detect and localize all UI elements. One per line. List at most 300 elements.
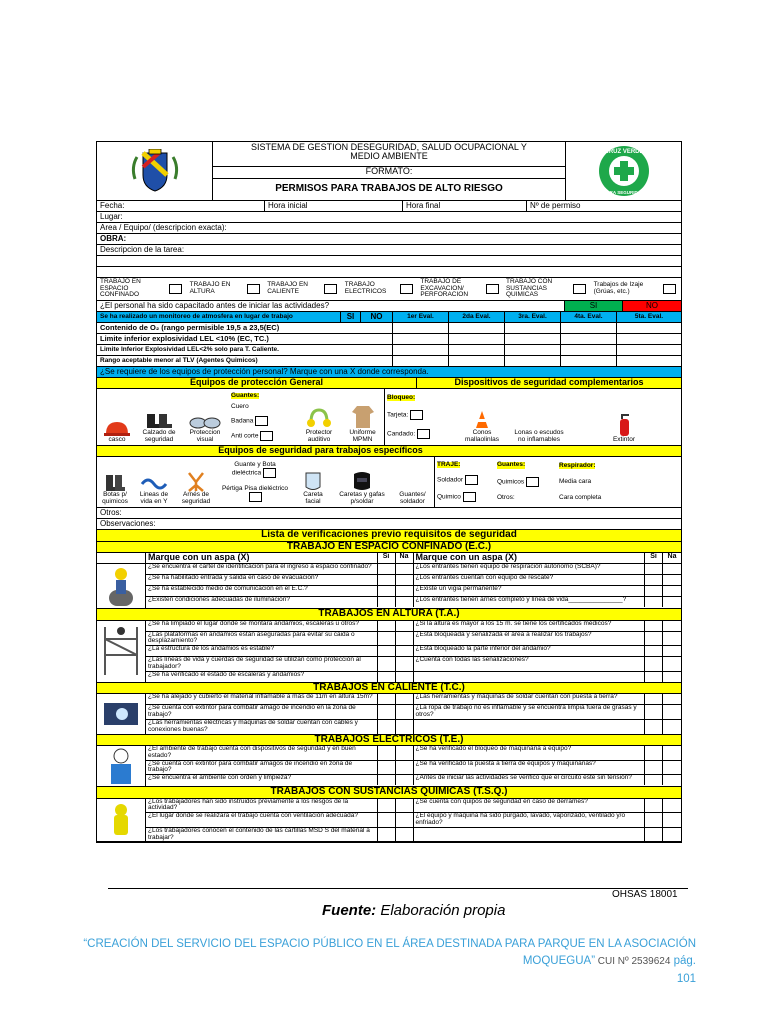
shield-logo-icon bbox=[129, 149, 181, 193]
resp-title: Respirador: bbox=[559, 461, 596, 469]
section-image bbox=[97, 694, 146, 733]
checklist-na-left[interactable] bbox=[396, 746, 414, 760]
checklist-question-left: ¿Las plataformas en andamios están aseguradas para evitar su caida o desplazamiento? bbox=[146, 632, 378, 646]
checklist-si-right[interactable] bbox=[645, 586, 663, 596]
footer-cui: CUI Nº 2539624 bbox=[595, 956, 671, 968]
work-type-options bbox=[97, 278, 681, 300]
fecha-label[interactable]: Fecha: bbox=[97, 201, 265, 211]
logo-text-bottom: PARA SEGURIDAD bbox=[603, 190, 644, 195]
work-type-electricos: TRABAJO ELECTRICOS bbox=[344, 281, 387, 295]
checklist-si-left[interactable] bbox=[378, 646, 396, 656]
section-rows bbox=[146, 746, 681, 786]
training-no[interactable]: NO bbox=[623, 301, 681, 311]
checklist-question-right: ¿Cuenta con todas las señalizaciones? bbox=[414, 657, 646, 671]
checklist-na-left[interactable] bbox=[396, 657, 414, 671]
checklist-title-row bbox=[97, 530, 681, 542]
checklist-na-left[interactable] bbox=[396, 597, 414, 607]
atmos-lel2-e3[interactable] bbox=[505, 345, 561, 355]
checklist-row bbox=[146, 828, 681, 842]
atmos-tlv-e4[interactable] bbox=[561, 356, 617, 366]
descripcion-label: Descripcion de la tarea: bbox=[100, 244, 185, 254]
lugar-row[interactable] bbox=[97, 212, 681, 223]
ppe-careta-soldar[interactable] bbox=[333, 457, 391, 507]
work-type-excavacion-checkbox[interactable] bbox=[486, 284, 499, 294]
ppe-visual[interactable] bbox=[181, 389, 229, 445]
eval-4: 4ta. Eval. bbox=[561, 312, 617, 322]
ppe-careta-facial[interactable] bbox=[293, 457, 333, 507]
checklist-na-right[interactable] bbox=[663, 775, 681, 785]
date-row bbox=[97, 201, 681, 212]
resp-media-cara-label: Media cara bbox=[559, 477, 592, 485]
ppe-auditivo[interactable] bbox=[297, 389, 341, 445]
checklist-na-left[interactable] bbox=[396, 775, 414, 785]
atmos-lel2-label: Limite Inferior Explosividad LEL<2% solo para T. Caliente. bbox=[97, 345, 393, 355]
hora-inicial-label[interactable]: Hora inicial bbox=[265, 201, 403, 211]
permit-form bbox=[96, 141, 682, 843]
dielectric-guante-checkbox[interactable] bbox=[263, 468, 276, 478]
mark-label-right: Marque con un aspa (X) bbox=[414, 553, 646, 563]
atmos-o2-e2[interactable] bbox=[449, 323, 505, 333]
checklist-question-right: ¿El equipo y maquina ha sido purgado, lavado, vaporizado, ventilado y/o enfriado? bbox=[414, 813, 646, 827]
checklist-na-left[interactable] bbox=[396, 813, 414, 827]
eval-1: 1er Eval. bbox=[393, 312, 449, 322]
mark-label-left: Marque con un aspa (X) bbox=[146, 553, 378, 563]
checklist-na-left[interactable] bbox=[396, 828, 414, 842]
gloves2-title: Guantes: bbox=[497, 461, 526, 469]
footer-line2: MOQUEGUA” bbox=[522, 955, 596, 968]
lock-candado-checkbox[interactable] bbox=[417, 429, 430, 439]
checklist-si-right[interactable] bbox=[645, 621, 663, 631]
section-block bbox=[97, 564, 681, 609]
atmos-header-row bbox=[97, 312, 681, 323]
checklist-si-left[interactable] bbox=[378, 657, 396, 671]
ppe-uniforme[interactable] bbox=[341, 389, 385, 445]
atmos-lel2-e1[interactable] bbox=[393, 345, 449, 355]
obra-row[interactable] bbox=[97, 234, 681, 245]
checklist-si-right[interactable] bbox=[645, 813, 663, 827]
checklist-question-left: ¿Se ha habilitado entrada y salida en caso de evacuación? bbox=[146, 575, 378, 585]
checklist-na-left[interactable] bbox=[396, 799, 414, 813]
ppe-lock-group bbox=[385, 389, 453, 445]
ppe-dielectric-group bbox=[217, 457, 293, 507]
work-type-izaje-checkbox[interactable] bbox=[663, 284, 676, 294]
checklist-question-right: ¿Existe un vigia permanente? bbox=[414, 586, 646, 596]
checklist-question-left: ¿Se cuenta con extintor para combatir amago de incendio en la zona de trabajo? bbox=[146, 705, 378, 719]
ppe-auditivo-label: Protector auditivo bbox=[305, 429, 333, 444]
atmos-tlv-e3[interactable] bbox=[505, 356, 561, 366]
municipal-logo bbox=[97, 142, 213, 200]
suit-quimico[interactable] bbox=[437, 492, 478, 502]
atmos-o2-e1[interactable] bbox=[393, 323, 449, 333]
atmos-tlv-e5[interactable] bbox=[617, 356, 681, 366]
checklist-row bbox=[146, 672, 681, 682]
work-type-ec-checkbox[interactable] bbox=[169, 284, 182, 294]
ppe-careta-label: Careta facial bbox=[303, 491, 323, 506]
uniform-icon bbox=[351, 404, 375, 430]
form-header bbox=[97, 142, 681, 201]
gloves2-quimicos[interactable] bbox=[497, 477, 541, 487]
ear-protector-icon bbox=[306, 408, 332, 430]
checklist-question-left: ¿El lugar donde se realizara el trabajo cuenta con ventilación adecuada? bbox=[146, 813, 378, 827]
lanyard-icon bbox=[140, 476, 168, 492]
form-title: PERMISOS PARA TRABAJOS DE ALTO RIESGO bbox=[275, 183, 503, 195]
checklist-na-left[interactable] bbox=[396, 564, 414, 574]
ppe-uniforme-label: Uniforme MPMN bbox=[349, 429, 376, 444]
section-title: TRABAJOS EN ALTURA (T.A.) bbox=[318, 608, 460, 619]
checklist-si-right[interactable] bbox=[645, 597, 663, 607]
checklist-question-right: ¿Se ha verificado la puesta a tierra de equipos y maquinarias? bbox=[414, 761, 646, 775]
ppe-extintor-label: Extintor bbox=[612, 436, 636, 444]
work-type-izaje: Trabajos de Izaje (Grúas, etc.) bbox=[593, 281, 644, 295]
checklist-si-left[interactable] bbox=[378, 621, 396, 631]
ppe-specific-title-row bbox=[97, 446, 681, 457]
eval-3: 3ra. Eval. bbox=[505, 312, 561, 322]
work-type-caliente-checkbox[interactable] bbox=[324, 284, 337, 294]
checklist-si-right[interactable] bbox=[645, 705, 663, 719]
checklist-question-left: ¿Las líneas de vida y cuerdas de seguridad se utilizan como protección al trabajador? bbox=[146, 657, 378, 671]
atmos-o2-label: Contenido de O₂ (rango permisible 19,5 a 23,5(EC) bbox=[97, 323, 393, 333]
checklist-na-left[interactable] bbox=[396, 761, 414, 775]
atmos-lel-e1[interactable] bbox=[393, 334, 449, 344]
checklist-question-left: ¿Los trabajadores han sido instruidos previamente a los riesgos de la actividad? bbox=[146, 799, 378, 813]
atmos-lel-e2[interactable] bbox=[449, 334, 505, 344]
checklist-si-left[interactable] bbox=[378, 564, 396, 574]
checklist-si-left[interactable] bbox=[378, 746, 396, 760]
checklist-na-right[interactable] bbox=[663, 632, 681, 646]
checklist-row bbox=[146, 761, 681, 776]
lock-tarjeta[interactable] bbox=[387, 410, 425, 420]
na-header-right: Na bbox=[667, 553, 677, 560]
source-caption bbox=[322, 902, 505, 919]
mark-header-pic-spacer bbox=[97, 553, 146, 563]
checklist-si-right[interactable] bbox=[645, 646, 663, 656]
checklist-si-left[interactable] bbox=[378, 672, 396, 682]
checklist-na-right[interactable] bbox=[663, 813, 681, 827]
checklist-na-left[interactable] bbox=[396, 646, 414, 656]
checklist-si-right[interactable] bbox=[645, 828, 663, 842]
section-image bbox=[97, 746, 146, 786]
atmos-o2-e4[interactable] bbox=[561, 323, 617, 333]
gloves2-quimicos-label: Quimicos bbox=[497, 478, 525, 486]
lock-title: Bloqueo: bbox=[387, 393, 416, 401]
ppe-extintor[interactable] bbox=[567, 389, 681, 445]
electrician-icon bbox=[103, 746, 139, 786]
checklist-si-left[interactable] bbox=[378, 632, 396, 646]
checklist-si-right[interactable] bbox=[645, 575, 663, 585]
checklist-question-right: ¿Está bloqueada y señalizada el área a realizar los trabajos? bbox=[414, 632, 646, 646]
checklist-si-left[interactable] bbox=[378, 575, 396, 585]
training-si[interactable]: SI bbox=[565, 301, 623, 311]
lock-candado[interactable] bbox=[387, 429, 432, 439]
checklist-si-left[interactable] bbox=[378, 597, 396, 607]
obra-label: OBRA: bbox=[100, 233, 127, 243]
section-title: TRABAJOS EN CALIENTE (T.C.) bbox=[313, 681, 465, 693]
atmos-tlv-e1[interactable] bbox=[393, 356, 449, 366]
checklist-na-left[interactable] bbox=[396, 575, 414, 585]
footer-page-number: 101 bbox=[676, 972, 696, 985]
resp-media-cara[interactable] bbox=[559, 479, 591, 486]
checklist-row bbox=[146, 775, 681, 785]
dielectric-pertiga-checkbox[interactable] bbox=[249, 492, 262, 502]
section-title-row bbox=[97, 787, 681, 799]
atmos-lel-e5[interactable] bbox=[617, 334, 681, 344]
welder-icon bbox=[102, 699, 140, 729]
ppe-lonas[interactable] bbox=[511, 389, 567, 445]
suit-soldador[interactable] bbox=[437, 475, 480, 485]
section-image bbox=[97, 621, 146, 682]
suit-quimico-checkbox[interactable] bbox=[463, 492, 476, 502]
eval-5: 5ta. Eval. bbox=[634, 312, 664, 320]
ppe-titles-row bbox=[97, 378, 681, 389]
section-rows bbox=[146, 564, 681, 608]
otros-label: Otros: bbox=[100, 507, 122, 517]
suit-soldador-checkbox[interactable] bbox=[465, 475, 478, 485]
checklist-question-left: ¿La estructura de los andamios es estable? bbox=[146, 646, 378, 656]
atmos-lel2-e2[interactable] bbox=[449, 345, 505, 355]
work-type-electricos-checkbox[interactable] bbox=[400, 284, 413, 294]
checklist-question-left: ¿Se encuentra el ambiente con orden y limpieza? bbox=[146, 775, 378, 785]
checklist-question-right: ¿Los entrantes cuentan con equipo de rescate? bbox=[414, 575, 646, 585]
cruz-verde-logo bbox=[566, 142, 681, 200]
atmos-monitor-question: Se ha realizado un monitoreo de atmosfera en lugar de trabajo bbox=[97, 312, 341, 322]
checklist-si-right[interactable] bbox=[645, 564, 663, 574]
dielectric-pertiga-label: Pértiga Pisa dieléctrico bbox=[221, 484, 289, 492]
ppe-visual-label: Proteccion visual bbox=[189, 429, 221, 444]
checklist-na-right[interactable] bbox=[663, 597, 681, 607]
ppe-calzado[interactable] bbox=[137, 389, 181, 445]
lock-tarjeta-label: Tarjeta: bbox=[387, 412, 409, 420]
atmos-o2-e5[interactable] bbox=[617, 323, 681, 333]
checklist-question-right: ¿Antes de iniciar las actividades se verifico que el circuito este sin tensión? bbox=[414, 775, 646, 785]
atmos-row-tlv bbox=[97, 356, 681, 367]
ppe-gloves-group bbox=[229, 389, 297, 445]
gloves-cuero[interactable] bbox=[231, 404, 249, 411]
checklist-si-left[interactable] bbox=[378, 705, 396, 719]
atmos-lel-e3[interactable] bbox=[505, 334, 561, 344]
gloves-badana-checkbox[interactable] bbox=[255, 416, 268, 426]
fire-extinguisher-icon bbox=[616, 413, 632, 437]
atmos-tlv-label: Rango aceptable menor al TLV (Agentes Quimicos) bbox=[97, 356, 393, 366]
work-type-row bbox=[97, 278, 681, 301]
checklist-na-right[interactable] bbox=[663, 705, 681, 719]
checklist-na-right[interactable] bbox=[663, 799, 681, 813]
system-title-line2: MEDIO AMBIENTE bbox=[350, 151, 428, 162]
atmos-lel-label: Limite inferior explosividad LEL <10% (EC, TC.) bbox=[97, 334, 393, 344]
source-text: Elaboración propia bbox=[376, 902, 506, 919]
checklist-question-right: ¿La ropa de trabajo no es inflamable y se encuentra limpia fuera de grasas y otros? bbox=[414, 705, 646, 719]
checklist-question-right: ¿Los entrantes tienen equipo de respiración autonomo (SCBA)? bbox=[414, 564, 646, 574]
gloves2-quimicos-checkbox[interactable] bbox=[526, 477, 539, 487]
checklist-na-right[interactable] bbox=[663, 646, 681, 656]
ppe-general-row bbox=[97, 389, 681, 446]
ppe-general-title: Equipos de protección General bbox=[97, 378, 417, 388]
checklist-na-right[interactable] bbox=[663, 828, 681, 842]
checklist-na-right[interactable] bbox=[663, 564, 681, 574]
gloves-badana[interactable] bbox=[231, 416, 270, 426]
checklist-si-right[interactable] bbox=[645, 775, 663, 785]
otros-row[interactable] bbox=[97, 508, 681, 519]
section-title: TRABAJO EN ESPACIO CONFINADO (E.C.) bbox=[286, 540, 492, 552]
helmet-icon bbox=[103, 419, 131, 437]
ppe-arnes[interactable] bbox=[175, 457, 217, 507]
hora-final-label[interactable]: Hora final bbox=[403, 201, 527, 211]
checklist-na-left[interactable] bbox=[396, 632, 414, 646]
gloves-title: Guantes: bbox=[231, 391, 260, 399]
face-shield-icon bbox=[303, 470, 323, 492]
gloves2-otros[interactable] bbox=[497, 495, 515, 502]
checklist-na-right[interactable] bbox=[663, 761, 681, 775]
gloves-cuero-label: Cuero bbox=[231, 403, 249, 411]
resp-cara-completa[interactable] bbox=[559, 495, 601, 502]
checklist-question-right: ¿Las herramientas y máquinas de soldar cuentan con puesta a tierra? bbox=[414, 694, 646, 704]
section-title-row bbox=[97, 609, 681, 621]
ppe-lineas-vida[interactable] bbox=[133, 457, 175, 507]
checklist-si-left[interactable] bbox=[378, 799, 396, 813]
ppe-calzado-label: Calzado de seguridad bbox=[142, 429, 176, 444]
atmos-lel2-e4[interactable] bbox=[561, 345, 617, 355]
checklist-question-right: ¿Los entrantes tienen arnés completo y línea de vida_______________? bbox=[414, 597, 646, 607]
footer-line1: “CREACIÓN DEL SERVICIO DEL ESPACIO PÚBLICO EN EL ÁREA DESTINADA PARA PARQUE EN LA ASOCIACIÓN bbox=[83, 938, 696, 950]
checklist-na-left[interactable] bbox=[396, 694, 414, 704]
ppe-botas-quimicos[interactable] bbox=[97, 457, 133, 507]
atmos-lel2-e5[interactable] bbox=[617, 345, 681, 355]
ppe-conos[interactable] bbox=[453, 389, 511, 445]
gloves2-otros-label: Otros: bbox=[497, 494, 515, 502]
si-header-right: Si bbox=[645, 553, 663, 563]
ppe-casco[interactable] bbox=[97, 389, 137, 445]
work-type-altura-checkbox[interactable] bbox=[247, 284, 260, 294]
checklist-na-left[interactable] bbox=[396, 720, 414, 734]
chemical-suit-icon bbox=[110, 803, 132, 837]
atmos-lel-e4[interactable] bbox=[561, 334, 617, 344]
gloves-anticorte-checkbox[interactable] bbox=[260, 431, 273, 441]
checklist-si-right[interactable] bbox=[645, 746, 663, 760]
ppe-resp-group bbox=[557, 457, 681, 507]
ppe-conos-label: Conos mallaolinlas bbox=[465, 429, 499, 444]
checklist-na-right[interactable] bbox=[663, 672, 681, 682]
welding-mask-icon bbox=[351, 470, 373, 492]
lugar-label: Lugar: bbox=[100, 211, 123, 221]
checklist-na-right[interactable] bbox=[663, 575, 681, 585]
resp-cara-completa-label: Cara completa bbox=[559, 493, 602, 501]
checklist-question-right: ¿Si la altura es mayor a los 15 m. se tiene los certificados médicos? bbox=[414, 621, 646, 631]
checklist-si-left[interactable] bbox=[378, 586, 396, 596]
work-type-quimicas-checkbox[interactable] bbox=[573, 284, 586, 294]
descripcion-row[interactable] bbox=[97, 245, 681, 256]
ppe-guantes-soldador[interactable] bbox=[391, 457, 435, 507]
checklist-si-right[interactable] bbox=[645, 799, 663, 813]
checklist-row bbox=[146, 621, 681, 632]
lock-tarjeta-checkbox[interactable] bbox=[410, 410, 423, 420]
area-row[interactable] bbox=[97, 223, 681, 234]
dielectric-pertiga[interactable] bbox=[219, 486, 291, 503]
blank-row-2[interactable] bbox=[97, 267, 681, 278]
checklist-si-right[interactable] bbox=[645, 632, 663, 646]
ppe-gloves2-group bbox=[495, 457, 557, 507]
checklist-si-right[interactable] bbox=[645, 720, 663, 734]
checklist-na-right[interactable] bbox=[663, 746, 681, 760]
checklist-na-right[interactable] bbox=[663, 586, 681, 596]
suit-quimico-label: Quimico bbox=[437, 494, 461, 502]
checklist-question-left: ¿Las herramientas eléctricas y máquinas de soldar cuentan con cables y conexiones buenas? bbox=[146, 720, 378, 734]
training-question: ¿El personal ha sido capacitado antes de iniciar las actividades? bbox=[97, 301, 565, 311]
eval-2: 2da Eval. bbox=[449, 312, 505, 322]
atmos-si[interactable]: SI bbox=[341, 312, 361, 322]
checklist-question-left: ¿Los trabajadores conocen el contenido de las cartillas MSD S del material a trabajar? bbox=[146, 828, 378, 842]
atmos-row-lel2 bbox=[97, 345, 681, 356]
checklist-si-left[interactable] bbox=[378, 775, 396, 785]
logo-text-top: CRUZ VERDE bbox=[603, 149, 644, 155]
checklist-question-left: ¿Se ha establecido medio de comunicación en el E.C.? bbox=[146, 586, 378, 596]
checklist-na-left[interactable] bbox=[396, 586, 414, 596]
ppe-botas-label: Botas p/ quimicos bbox=[102, 491, 128, 506]
checklist-na-left[interactable] bbox=[396, 672, 414, 682]
section-title: TRABAJOS ELECTRICOS (T.E.) bbox=[314, 733, 464, 745]
checklist-si-left[interactable] bbox=[378, 720, 396, 734]
checklist-na-right[interactable] bbox=[663, 720, 681, 734]
checklist-na-left[interactable] bbox=[396, 621, 414, 631]
checklist-si-right[interactable] bbox=[645, 672, 663, 682]
goggles-icon bbox=[188, 416, 222, 430]
work-type-excavacion: TRABAJO DE EXCAVACION/ PERFORACION bbox=[420, 277, 469, 299]
checklist-si-left[interactable] bbox=[378, 813, 396, 827]
green-cross-icon bbox=[597, 144, 651, 198]
area-label: Area / Equipo/ (descripcion exacta): bbox=[100, 222, 227, 232]
atmos-tlv-e2[interactable] bbox=[449, 356, 505, 366]
ppe-careta-soldar-label: Caretas y gafas p/soldar bbox=[339, 491, 385, 506]
blank-row[interactable] bbox=[97, 256, 681, 267]
checklist-question-left: ¿Se ha verificado el estado de escaleras y andamios? bbox=[146, 672, 378, 682]
checklist-si-right[interactable] bbox=[645, 694, 663, 704]
checklist-row bbox=[146, 657, 681, 672]
permit-number-label[interactable]: Nº de permiso bbox=[530, 200, 581, 210]
scaffold-worker-icon bbox=[101, 625, 141, 677]
dielectric-guante-label: Guante y Bota dieléctrica bbox=[231, 460, 276, 478]
checklist-si-left[interactable] bbox=[378, 828, 396, 842]
section-rows bbox=[146, 799, 681, 842]
dielectric-guante[interactable] bbox=[219, 462, 291, 479]
chemical-boots-icon bbox=[104, 474, 126, 492]
blank-line-2 bbox=[97, 267, 681, 277]
atmos-o2-e3[interactable] bbox=[505, 323, 561, 333]
checklist-si-right[interactable] bbox=[645, 657, 663, 671]
checklist-na-right[interactable] bbox=[663, 694, 681, 704]
harness-icon bbox=[185, 472, 207, 492]
footer-pag: pág. bbox=[673, 955, 696, 968]
ppe-lonas-label: Lonas o escudos no inflamables bbox=[514, 429, 564, 444]
checklist-question-right bbox=[414, 828, 646, 842]
page-footer bbox=[56, 936, 696, 988]
ppe-suit-group bbox=[435, 457, 495, 507]
checklist-row bbox=[146, 813, 681, 828]
checklist-si-right[interactable] bbox=[645, 761, 663, 775]
checklist-row bbox=[146, 705, 681, 720]
section-block bbox=[97, 799, 681, 843]
atmos-no[interactable]: NO bbox=[361, 312, 393, 322]
checklist-si-left[interactable] bbox=[378, 761, 396, 775]
checklist-na-right[interactable] bbox=[663, 621, 681, 631]
work-type-altura: TRABAJO EN ALTURA bbox=[189, 281, 231, 295]
system-title bbox=[213, 142, 565, 167]
ppe-specific-title: Equipos de seguridad para trabajos específicos bbox=[218, 445, 423, 456]
section-rows bbox=[146, 621, 681, 682]
checklist-na-left[interactable] bbox=[396, 705, 414, 719]
checklist-na-right[interactable] bbox=[663, 657, 681, 671]
gloves-anticorte[interactable] bbox=[231, 431, 275, 441]
ppe-complementary-title: Dispositivos de seguridad complementarios bbox=[454, 377, 644, 388]
ppe-arnes-label: Arnés de seguridad bbox=[181, 491, 211, 506]
checklist-si-left[interactable] bbox=[378, 694, 396, 704]
